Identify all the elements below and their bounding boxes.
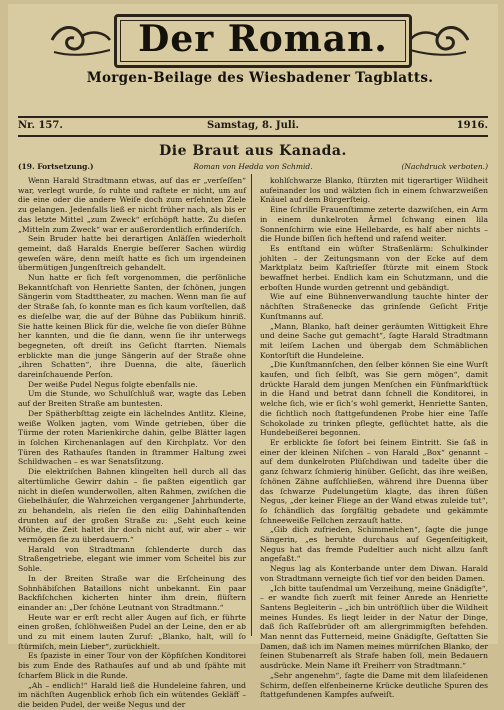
paragraph: „Mann, Blanko, haſt deiner geräumten Wittigkeit Ehre und deine Sache gut gemacht“, ſagte Harald Stradtmann mit leiſem Lachen und übergab dem Schmäblichen Kontorſtift die Hundeleine. bbox=[260, 321, 488, 360]
paragraph: Negus lag als Konterbande unter dem Diwan. Harald von Stradtmann verneigte ſich tief vor den beiden Damen. bbox=[260, 564, 488, 583]
masthead bbox=[44, 10, 476, 96]
newspaper-page bbox=[8, 4, 498, 709]
paragraph: „Sehr angenehm“, ſagte die Dame mit dem lilaſeidenen Schirm, deſſen elfenbeinerne Krücke deutliche Spuren des ſtattgefundenen Kampfes aufweiſt. bbox=[260, 670, 488, 700]
paragraph: Wie auf eine Bühnenverwandlung tauchte hinter der nächſten Straßenecke das grinſende Geſicht Fritje Kunſtmanns auf. bbox=[260, 292, 488, 321]
column-right bbox=[260, 176, 488, 700]
paragraph: Er erblickte ſie ſofort bei ſeinem Eintritt. Sie ſaß in einer der kleinen Niſchen – von Harald „Box“ genannt – auf dem dunkelroten Plüſchdiwan und tadelte über die ganz ſchwarz ſchmierig hinüber. Geſicht, das ihre weißen, ſchönen Zähne aufſchließen, während ihre Duenna über das ſchwarze Pudelungetüm klagte, das ihren ſüßen Negus, „der keiner Fliege an der Wand etwas zuleide tut“, ſo ſchändlich das ſorgfältig gebadete und gekämmte ſchneeweiße Fellchen zerzauſt hatte. bbox=[260, 437, 488, 525]
issue-number: Nr. 157. bbox=[18, 120, 63, 131]
paragraph: Wenn Harald Stradtmann etwas, auf das er „verſeſſen“ war, verlegt wurde, ſo ruhte und raſtete er nicht, um auf die eine oder die andere Weiſe doch zum erſehnten Ziele zu gelangen. Jedenfalls ließ er nicht früher nach, als bis er das letzte Mittel „zum Zweck“ erſchöpft hatte. Zu dieſen „Mitteln zum Zweck“ war er außerordentlich erfinderiſch. bbox=[18, 176, 246, 234]
paragraph: kohlſchwarze Blanko, ſtürzten mit tigerartiger Wildheit aufeinander los und wälzten ſich in einem ſchwarzweißen Knäuel auf dem Bürgerſteig. bbox=[260, 176, 488, 205]
ornament-left-icon bbox=[48, 22, 112, 58]
column-separator bbox=[251, 174, 252, 636]
paragraph: „Gib dich zufrieden, Schimmelchen“, ſagte die junge Sängerin, „es beruhte durchaus auf Gegenſeitigkeit, Negus hat das fremde Pudeltier auch nicht allzu ſanft angefaßt.“ bbox=[260, 525, 488, 564]
newspaper-title: Der Roman. bbox=[138, 18, 388, 60]
paragraph: Es entſtand ein wüſter Straßenlärm: Schulkinder johlten – der Zeitungsmann von der Ecke auf dem Marktplatz beim Kaſtrieſſer ſtürzte mit einem Stock bewaffnet herbei. Endlich kam ein Schutzmann, und die erboſten Hunde wurden getrennt und gebändigt. bbox=[260, 243, 488, 292]
rule-bottom bbox=[18, 135, 488, 137]
paragraph: Der Spätherbſttag zeigte ein lächelndes Antlitz. Kleine, weiße Wolken jagten, vom Winde getrieben, über die Türme der roten Marienkirche dahin, gelbe Blätter lagen in ſolchen Kirchenanlagen auf den Kirchplatz. Vor den Türen des Rathauſes ſtanden in ſtrammer Haltung zwei Schildwachen – es war Senatsſitzung. bbox=[18, 408, 246, 467]
story-author: Roman von Hedda von Schmid. bbox=[193, 162, 313, 171]
paragraph: „Ich bitte tauſendmal um Verzeihung, meine Gnädigſte“, – er wandte ſich zuerſt mit feiner Anrede an Henriette Santens Begleiterin – „ich bin untröſtlich über die Wildheit meines Hundes. Es liegt leider in der Natur der Dinge, daß ſich Raſſebrüder oft am allergrimmigſten befehden. Man nennt das Futterneid, meine Gnädigſte, Geſtatten Sie Damen, daß ich im Namen meines mürriſchen Blanko, der ſeinen Stubenarreſt als Strafe haben ſoll, mein Bedauern ausdrücke. Mein Name iſt Freiherr von Stradtmann.“ bbox=[260, 583, 488, 671]
ornament-right-icon bbox=[408, 22, 472, 58]
paragraph: Die elektriſchen Bahnen klingelten hell durch all das altertümliche Gewirr dahin – ſie paßten eigentlich gar nicht in dieſen wunderwollen, alten Rahmen, zwiſchen die Giebelhäuſer, die Wahrzeichen vergangener Jahrhunderte, zu behandeln, als rieſen ſie den eilig Dahinhaſtenden drunten auf der großen Straße zu: „Seht euch keine Mühe, die Zeit haltet ihr doch nicht auf, wir aber – wir vermögen ſie zu überdauern.“ bbox=[18, 467, 246, 545]
paragraph: Der weiße Pudel Negus folgte ebenfalls nie. bbox=[28, 379, 198, 389]
paragraph: Um die Stunde, wo Schulſchluß war, wagte das Leben auf der Breiten Straße am buntesten. bbox=[18, 389, 246, 409]
rights-notice: (Nachdruck verboten.) bbox=[401, 162, 488, 171]
paragraph: Es ſpaziste in einer Tour von der Köpfiſchen Konditorei bis zum Ende des Rathauſes auf und ab und ſpähte mit ſcharfem Blick in die Runde. bbox=[18, 651, 246, 680]
paragraph: Eine ſchrille Frauenſtimme zeterte dazwiſchen, ein Arm in einem dunkelroten Ärmel ſchwang einen lila Sonnenſchirm wie eine Hellebarde, es half aber nichts – die Hunde biſſen ſich heftend und raſend weiter. bbox=[260, 205, 488, 244]
issue-year: 1916. bbox=[456, 120, 488, 131]
paragraph: Heute war er erſt recht aller Augen auf ſich, er führte einen großen, ſchlöhweißen Pudel an der Leine, den er ab und zu mit einem lauten Zuruf: „Blanko, halt, will ſo ſtürmiſch, mein Lieber“, zurückhielt. bbox=[18, 612, 246, 651]
paragraph: „Ah – endlich!“ Harald ließ die Hundeleine fahren, und im nächſten Augenblick erhob ſich ein wütendes Gekläff – die beiden Pudel, der weiße Negus und der bbox=[18, 680, 246, 709]
issue-infobar bbox=[18, 118, 488, 134]
paragraph: Nun hatte er ſich feſt vorgenommen, die perſönliche Bekanntſchaft von Henriette Santen, der ſchönen, jungen Sängerin vom Stadttheater, zu machen. Wenn man ſie auf der Straße ſah, ſo konnte man es ſich kaum vorſtellen, daß es dieſelbe war, die auf der Bühne das Publikum hinriß. Sie hatte keinen Blick für die, welche ſie von dieſer Bühne her kannten, und die ſie dann, wenn ſie ihr unterwegs begegneten, oft dreiſt ins Geſicht ſtarrten. Niemals erblickte man die junge Sängerin auf der Straße ohne „ihren Schatten“, ihre Duenna, die alte, ſäuerlich dareinſchauende Perſon. bbox=[18, 273, 246, 380]
paragraph: Sein Bruder hatte bei derartigen Anläſſen wiederholt gemeint, daß Haralds Energie beſſerer Sachen würdig geweſen wäre, denn meiſt hatte es ſich um irgendeinen übermütigen Jungenſtreich gehandelt. bbox=[18, 234, 246, 273]
newspaper-subtitle: Morgen-Beilage des Wiesbadener Tagblatts. bbox=[86, 70, 434, 86]
paragraph: In der Breiten Straße war die Erſcheinung des Sohnhäbiſchen Bataillons nicht unbekannt. Ein paar Backfiſchchen kicherten hinter ihm drein, flüſtern einander an: „Der ſchöne Leutnant von Stradtmann.“ bbox=[18, 573, 246, 612]
continuation-label: (19. Fortsetzung.) bbox=[18, 162, 94, 171]
paragraph: „Die Kunſtmannſchen, den ſelber können Sie eine Wurſt kaufen, und ſich ſelbſt, was Sie gern mögen“, damit drückte Harald dem jungen Menſchen ein Fünfmarkſtück in die Hand und betrat dann ſchnell die Konditorei, in welche ſich, wie er ſich’s wohl gemerkt, Henriette Santen, die ſichtlich noch ſtattgefundenen Probe hier eine Taſſe Schokolade zu trinken pflegte, geflüchtet hatte, als die Hundebeißerei begonnen. bbox=[260, 360, 488, 438]
story-byline-row bbox=[18, 161, 488, 173]
story-title: Die Braut aus Kanada. bbox=[159, 143, 347, 159]
paragraph: Harald von Stradtmann ſchlenderte durch das Straßengetriebe, elegant wie immer vom Scheitel bis zur Sohle. bbox=[18, 544, 246, 574]
column-left bbox=[18, 176, 246, 709]
issue-date: Samstag, 8. Juli. bbox=[207, 120, 299, 131]
